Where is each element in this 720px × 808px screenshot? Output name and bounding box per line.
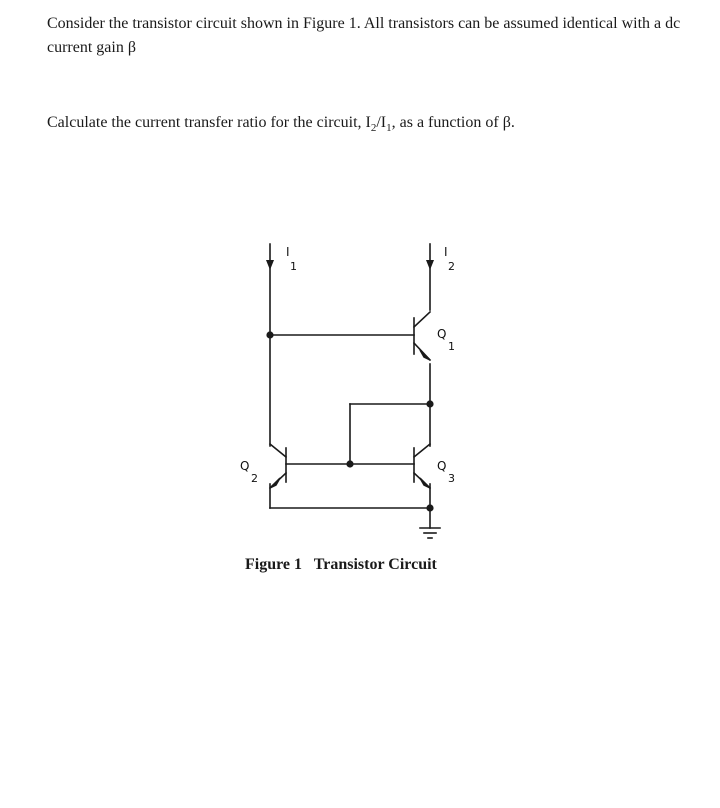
label-q3-sub: 3 — [448, 472, 455, 485]
question-intro: Consider the transistor circuit shown in Figure 1. All transistors can be assumed identical with a dc current gain β — [47, 15, 681, 56]
label-i1-sub: 1 — [290, 260, 297, 273]
task-sub-2: 2 — [370, 122, 377, 135]
emitter-arrow-q1 — [420, 350, 430, 360]
current-arrow-i1 — [266, 260, 274, 270]
task-mid: /I — [376, 114, 387, 131]
label-q1-sub: 1 — [448, 340, 455, 353]
label-q2-sub: 2 — [251, 472, 258, 485]
caption-title: Transistor Circuit — [313, 556, 437, 573]
label-q3: Q — [437, 459, 447, 473]
junction-dot-ground — [426, 504, 433, 511]
caption-number: Figure 1 — [245, 556, 303, 573]
task-suffix: , as a function of β. — [391, 114, 515, 131]
junction-dot-base-common — [346, 460, 353, 467]
task-sub-1: 1 — [386, 122, 392, 135]
emitter-arrow-q3 — [420, 478, 430, 488]
label-q2: Q — [240, 459, 250, 473]
label-q1: Q — [437, 327, 447, 341]
emitter-arrow-q2 — [270, 478, 280, 488]
label-i1: I — [286, 245, 290, 259]
junction-dot-q1-emitter — [426, 400, 433, 407]
current-arrow-i2 — [426, 260, 434, 270]
figure-caption — [245, 556, 437, 574]
ground-symbol — [420, 528, 440, 538]
task-prefix: Calculate the current transfer ratio for the circuit, I — [47, 114, 371, 131]
label-i2: I — [444, 245, 448, 259]
junction-dot-q1-base — [266, 331, 273, 338]
label-i2-sub: 2 — [448, 260, 455, 273]
